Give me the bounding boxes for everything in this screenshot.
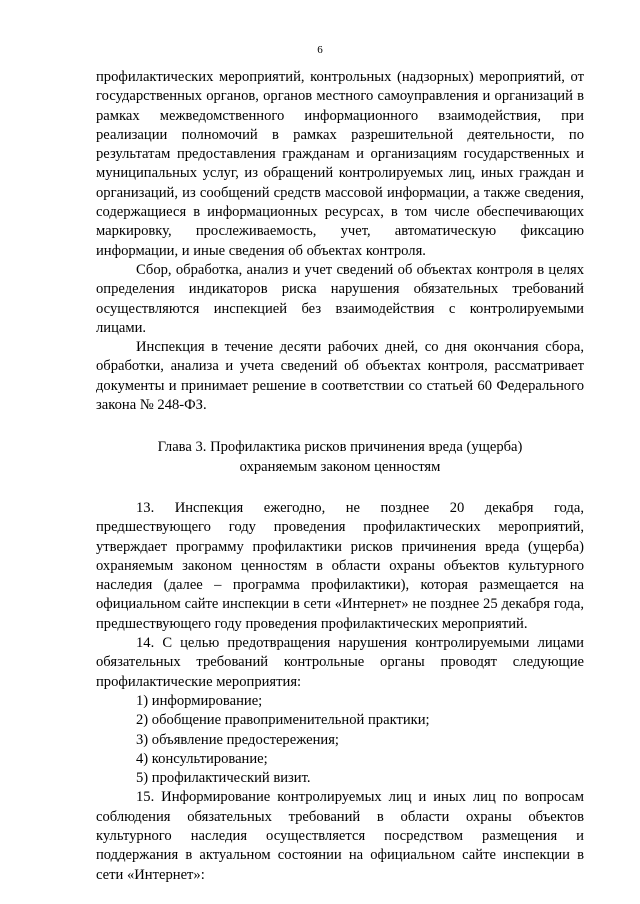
paragraph-data-collection: Сбор, обработка, анализ и учет сведений об объектах контроля в целях определения индикаторов риска нарушения обязательных требований осуществляются инспекцией без взаимодействия с контролируемыми лицами. [96, 261, 584, 336]
document-body [96, 68, 584, 885]
list-item: 1) информирование; [136, 692, 263, 709]
paragraph-15: 15. Информирование контролируемых лиц и иных лиц по вопросам соблюдения обязательных требований в области охраны объектов культурного наследия осуществляется посредством размещения и поддержания в актуальном состоянии на официальном сайте инспекции в сети «Интернет»: [96, 789, 584, 883]
chapter-heading [96, 438, 584, 477]
paragraph-inspection-review: Инспекция в течение десяти рабочих дней, со дня окончания сбора, обработки, анализа и учета сведений об объектах контроля, рассматривает документы и принимает решение в соответствии со статьей 60 Федерального закона № 248-ФЗ. [96, 339, 584, 414]
paragraph-14: 14. С целью предотвращения нарушения контролируемыми лицами обязательных требований контрольные органы проводят следующие профилактические мероприятия: [96, 635, 584, 690]
list-item: 3) объявление предостережения; [136, 731, 339, 748]
list-item: 5) профилактический визит. [136, 770, 311, 787]
paragraph-13: 13. Инспекция ежегодно, не позднее 20 декабря года, предшествующего году проведения профилактических мероприятий, утверждает программу профилактики рисков причинения вреда (ущерба) охраняемым законом ценностям в области охраны объектов культурного наследия (далее – программа профилактики), которая размещается на официальном сайте инспекции в сети «Интернет» не позднее 25 декабря года, предшествующего году проведения профилактических мероприятий. [96, 499, 584, 632]
prevention-measures-list [96, 692, 584, 788]
chapter-heading-line-2: охраняемым законом ценностям [239, 458, 441, 475]
paragraph-continuation: профилактических мероприятий, контрольных (надзорных) мероприятий, от государственных органов, органов местного самоуправления и организаций в рамках межведомственного информационного взаимодействия, при реализации полномочий в рамках разрешительной деятельности, по результатам предоставления гражданам и организациям государственных и муниципальных услуг, из обращений контролируемых лиц, иных граждан и организаций, из сообщений средств массовой информации, а также сведения, содержащиеся в информационных ресурсах, в том числе обеспечивающих маркировку, прослеживаемость, учет, автоматическую фиксацию информации, и иные сведения об объектах контроля. [96, 69, 584, 259]
chapter-heading-line-1: Глава 3. Профилактика рисков причинения вреда (ущерба) [157, 439, 523, 456]
page-number: 6 [317, 44, 323, 56]
list-item: 2) обобщение правоприменительной практики; [136, 712, 430, 729]
list-item: 4) консультирование; [136, 750, 268, 767]
